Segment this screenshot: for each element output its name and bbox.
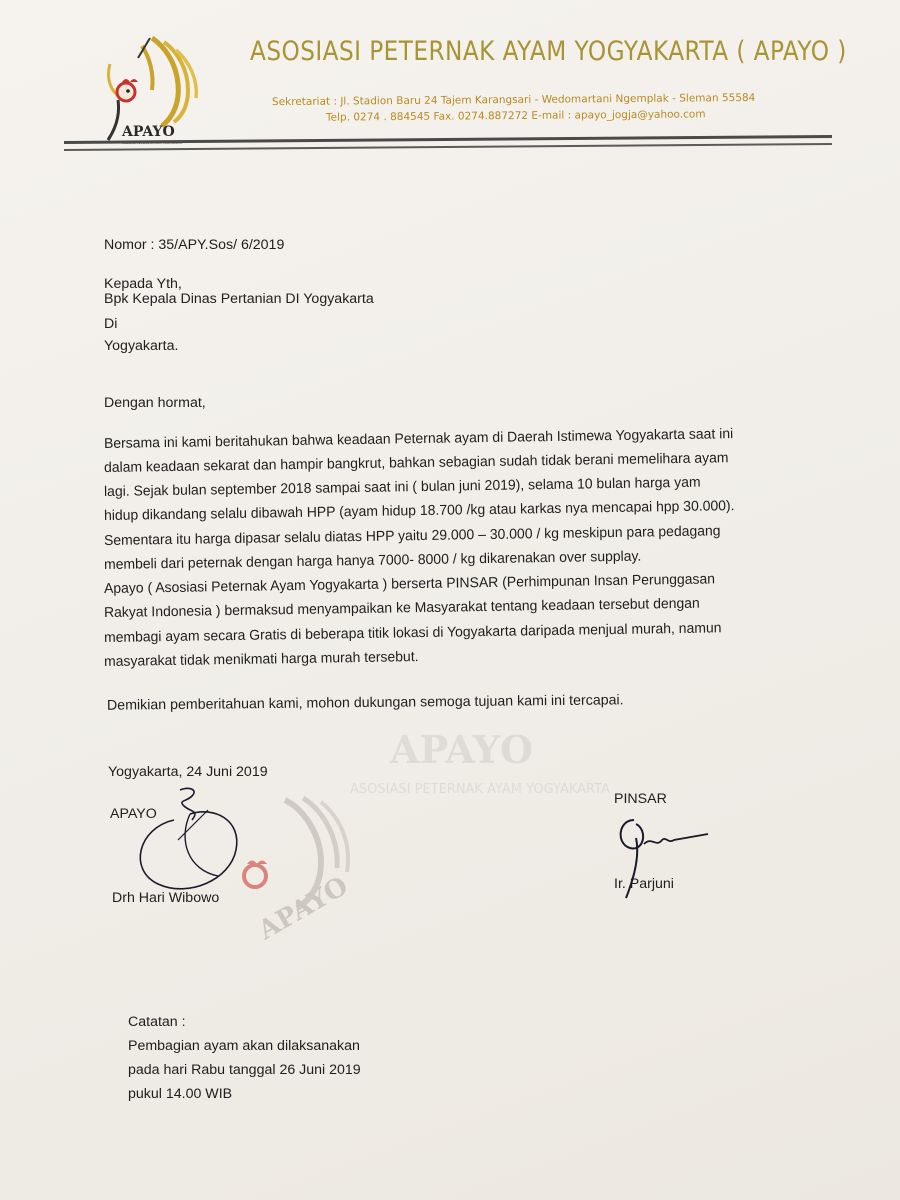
closing-sentence: Demikian pemberitahuan kami, mohon dukungan semoga tujuan kami ini tercapai.	[106, 692, 624, 714]
body-line: membagi ayam secara Gratis di beberapa titik lokasi di Yogyakarta daripada menjual murah, namun	[103, 620, 722, 646]
note-heading: Catatan :	[128, 1014, 186, 1030]
body-line: Apayo ( Asosiasi Peternak Ayam Yogyakarta ) berserta PINSAR (Perhimpunan Insan Perunggasan	[103, 571, 716, 597]
body-line: dalam keadaan sekarat dan hampir bangkrut, bahkan sebagian sudah tidak berani memelihara ayam	[103, 450, 729, 476]
watermark-subtext: ASOSIASI PETERNAK AYAM YOGYAKARTA	[350, 782, 610, 797]
signatory-left-name: Drh Hari Wibowo	[112, 890, 220, 906]
logo-text: APAYO	[122, 124, 175, 140]
salutation: Dengan hormat,	[104, 395, 206, 411]
secretariat-address: Sekretariat : Jl. Stadion Baru 24 Tajem Karangsari - Wedomartani Ngemplak - Sleman 55584	[271, 91, 756, 109]
body-line: Rakyat Indonesia ) bermaksud menyampaikan ke Masyarakat tentang keadaan tersebut dengan	[103, 595, 700, 621]
svg-text:APAYO: APAYO	[253, 871, 354, 947]
body-line: lagi. Sejak bulan september 2018 sampai saat ini ( bulan juni 2019), selama 10 bulan harga yam	[103, 474, 701, 500]
signatory-right-name: Ir. Parjuni	[614, 876, 674, 892]
contact-info: Telp. 0274 . 884545 Fax. 0274.887272 E-mail : apayo_jogja@yahoo.com	[325, 108, 706, 124]
signatory-left-org: APAYO	[110, 806, 157, 822]
body-line: hidup dikandang selalu dibawah HPP (ayam hidup 18.700 /kg atau karkas nya mencapai hpp 30.000).	[103, 498, 735, 524]
signatory-right-org: PINSAR	[614, 791, 667, 807]
note-line: Pembagian ayam akan dilaksanakan	[128, 1038, 360, 1054]
note-line: pada hari Rabu tanggal 26 Juni 2019	[128, 1062, 361, 1078]
place-date: Yogyakarta, 24 Juni 2019	[108, 764, 268, 780]
body-line: Sementara itu harga dipasar selalu diatas HPP yaitu 29.000 – 30.000 / kg meskipun para pedagang	[103, 523, 721, 549]
recipient-line: Di	[104, 316, 118, 332]
watermark-text: APAYO	[390, 727, 534, 772]
body-line: membeli dari peternak dengan harga hanya 7000- 8000 / kg dikarenakan over supplay.	[103, 548, 642, 573]
signature-left	[118, 780, 268, 910]
body-line: masyarakat tidak menikmati harga murah tersebut.	[103, 649, 419, 670]
organization-title: ASOSIASI PETERNAK AYAM YOGYAKARTA ( APAYO )	[250, 36, 847, 67]
letter-number: Nomor : 35/APY.Sos/ 6/2019	[104, 237, 285, 253]
apayo-logo	[92, 28, 207, 156]
recipient-line: Bpk Kepala Dinas Pertanian DI Yogyakarta	[104, 291, 374, 307]
recipient-line: Yogyakarta.	[104, 338, 179, 354]
note-line: pukul 14.00 WIB	[128, 1086, 233, 1102]
recipient-line: Kepada Yth,	[104, 276, 182, 292]
body-line: Bersama ini kami beritahukan bahwa keadaan Peternak ayam di Daerah Istimewa Yogyakarta saat ini	[103, 426, 734, 452]
signature-right	[604, 808, 714, 903]
